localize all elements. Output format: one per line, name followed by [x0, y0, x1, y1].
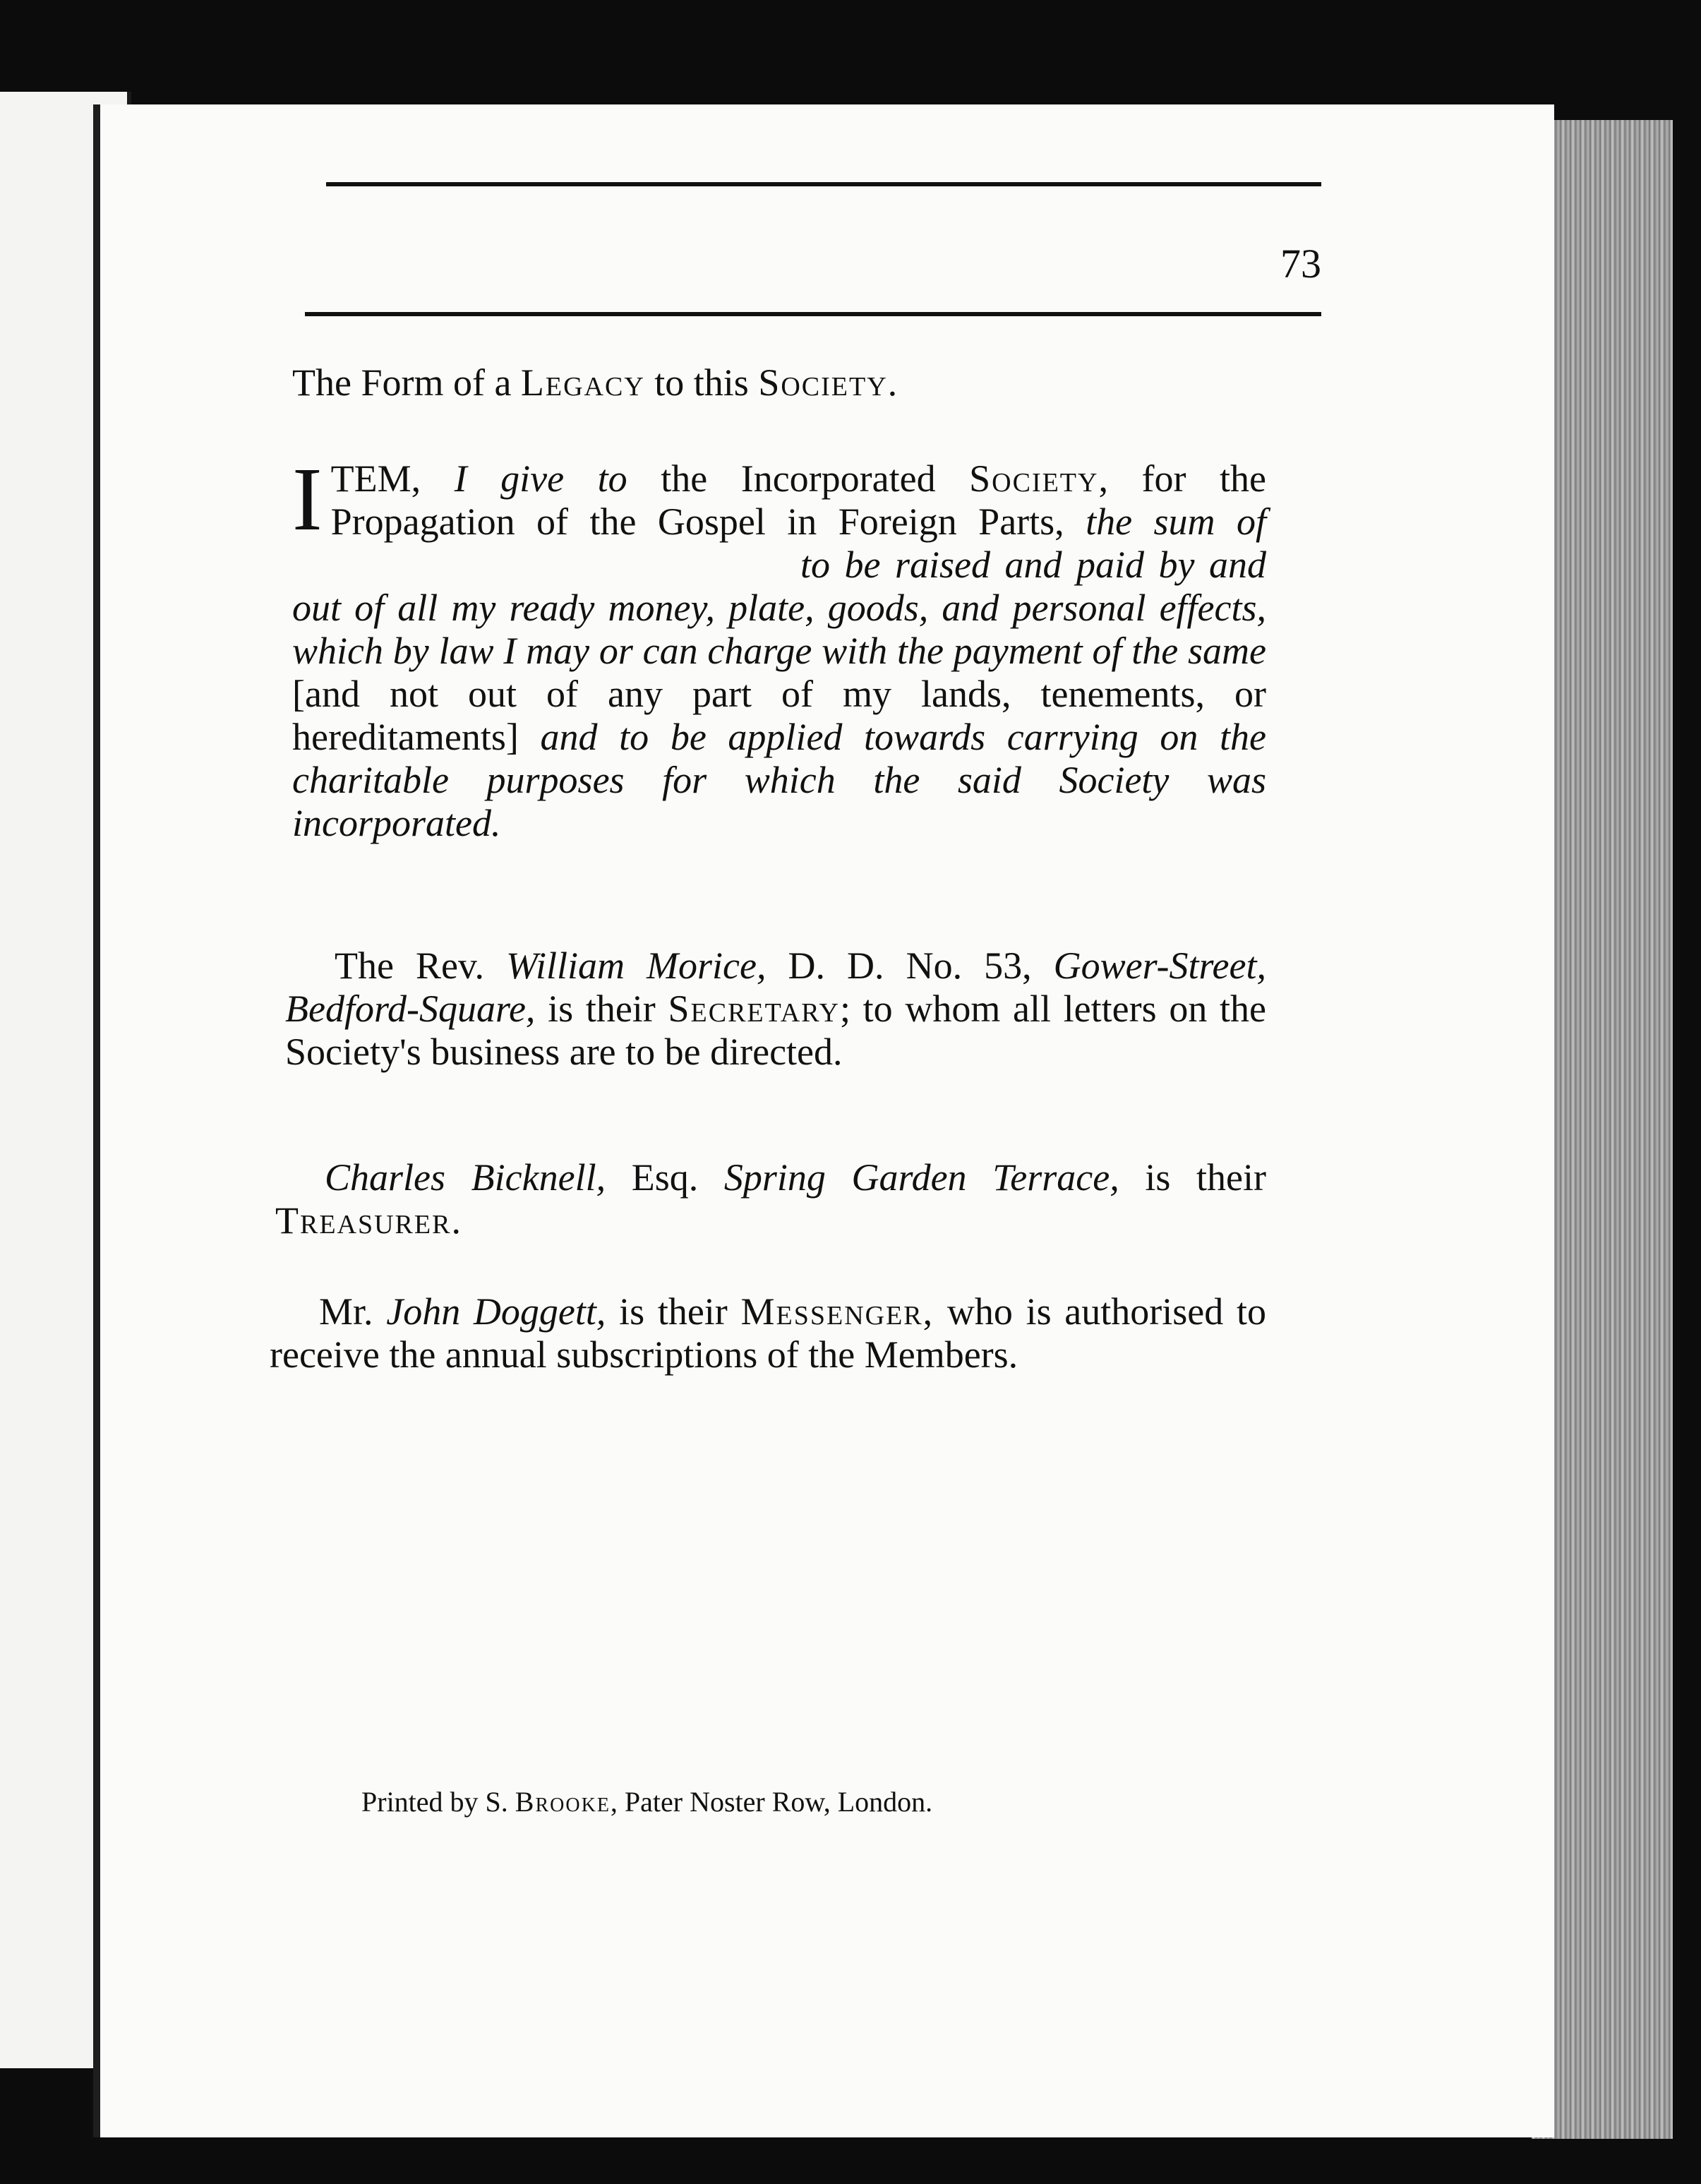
messenger-name: John Doggett, [386, 1290, 606, 1333]
legacy-text: the Incorporated [627, 457, 970, 500]
legacy-italic: the sum of [1086, 500, 1266, 543]
heading-legacy-word: Legacy [520, 361, 645, 404]
secretary-address: Gower-Street, Bedford-Square, [285, 944, 1266, 1030]
header-rule-top [326, 182, 1321, 186]
heading-text: The Form of a [292, 361, 521, 404]
secretary-paragraph [285, 944, 1266, 1074]
legacy-bracket-text: [and not out of any part of my lands, tenements, or hereditaments] [292, 673, 1266, 758]
heading-text: to this [644, 361, 759, 404]
messenger-text: who is authorised to receive the annual subscriptions of the Members. [270, 1290, 1266, 1376]
treasurer-title: Treasurer. [275, 1199, 462, 1242]
printer-name: Brooke [515, 1786, 611, 1818]
book-page [93, 104, 1554, 2137]
legacy-form-paragraph [292, 449, 1266, 845]
legacy-society-word: Society [969, 457, 1099, 500]
messenger-title: Messenger, [740, 1290, 934, 1333]
legacy-italic: I give to [454, 457, 627, 500]
messenger-paragraph [270, 1290, 1266, 1376]
printer-text: Printed by S. [361, 1786, 515, 1818]
treasurer-text: is their [1119, 1156, 1266, 1199]
treasurer-text: Esq. [606, 1156, 724, 1199]
header-rule-bottom [305, 312, 1321, 316]
legacy-italic-purpose: and to be applied towards carrying on the charitable purposes for which the said Society was incorporated. [292, 716, 1266, 844]
secretary-text: The Rev. [335, 944, 506, 987]
secretary-text: is their [535, 988, 668, 1030]
secretary-title: Secretary [668, 988, 840, 1030]
messenger-text: is their [606, 1290, 741, 1333]
page-number: 73 [1280, 241, 1321, 287]
printer-imprint [361, 1784, 1208, 1820]
legacy-heading [292, 359, 1351, 407]
drop-cap: I [292, 449, 323, 549]
legacy-text: TEM, [330, 457, 455, 500]
treasurer-address: Spring Garden Terrace, [723, 1156, 1119, 1199]
secretary-name: William Morice, [506, 944, 767, 987]
heading-society-word: Society. [758, 361, 899, 404]
treasurer-paragraph [275, 1156, 1266, 1242]
treasurer-name: Charles Bicknell, [325, 1156, 606, 1199]
secretary-text: ; to whom all letters on the Society's business are to be directed. [285, 988, 1266, 1073]
messenger-text: Mr. [319, 1290, 387, 1333]
legacy-text: , for the Propagation of the Gospel in Foreign Parts, [330, 457, 1266, 543]
secretary-text: D. D. No. 53, [766, 944, 1054, 987]
legacy-italic-clause: to be raised and paid by and out of all my ready money, plate, goods, and personal effects, which by law I may or can charge with the payment of the same [292, 544, 1266, 672]
printer-text: , Pater Noster Row, London. [610, 1786, 933, 1818]
